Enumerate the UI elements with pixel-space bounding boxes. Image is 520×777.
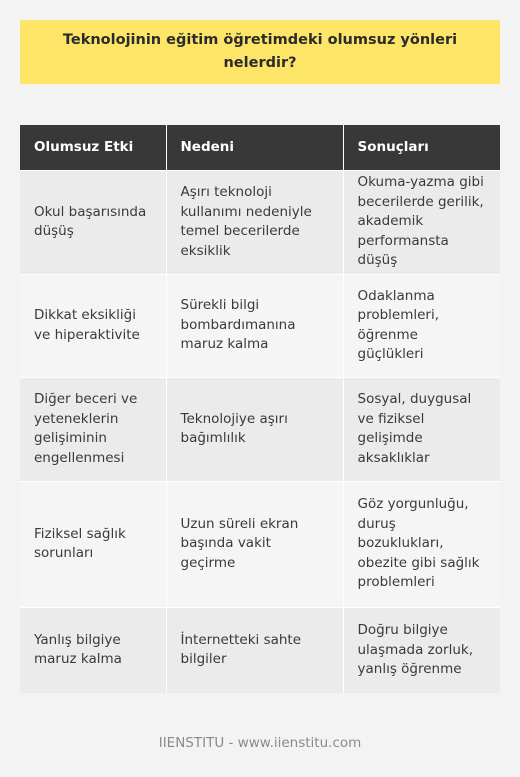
table-cell-cause: İnternetteki sahte bilgiler: [166, 607, 343, 693]
table-cell-effect: Okul başarısında düşüş: [20, 170, 166, 274]
table-row: [20, 481, 500, 607]
table-row: [20, 607, 500, 693]
table-cell-results: Okuma-yazma gibi becerilerde gerilik, akademik performansta düşüş: [343, 170, 500, 274]
table-cell-results: Doğru bilgiye ulaşmada zorluk, yanlış öğrenme: [343, 607, 500, 693]
footer-credit: IIENSTITU - www.iienstitu.com: [158, 735, 362, 751]
table-cell-results: Göz yorgunluğu, duruş bozuklukları, obezite gibi sağlık problemleri: [343, 481, 500, 607]
table-row: [20, 377, 500, 481]
table-row: [20, 170, 500, 274]
table-cell-effect: Dikkat eksikliği ve hiperaktivite: [20, 274, 166, 377]
table-cell-cause: Sürekli bilgi bombardımanına maruz kalma: [166, 274, 343, 377]
table-cell-results: Sosyal, duygusal ve fiziksel gelişimde aksaklıklar: [343, 377, 500, 481]
column-header-results: Sonuçları: [343, 125, 500, 170]
page-title: Teknolojinin eğitim öğretimdeki olumsuz yönleri nelerdir?: [62, 32, 458, 71]
table-cell-effect: Yanlış bilgiye maruz kalma: [20, 607, 166, 693]
column-header-effect: Olumsuz Etki: [20, 125, 166, 170]
comparison-table: [20, 125, 500, 693]
table-cell-cause: Teknolojiye aşırı bağımlılık: [166, 377, 343, 481]
table-cell-results: Odaklanma problemleri, öğrenme güçlükleri: [343, 274, 500, 377]
table-cell-cause: Aşırı teknoloji kullanımı nedeniyle temel becerilerde eksiklik: [166, 170, 343, 274]
title-banner: [20, 20, 500, 84]
table-header-row: [20, 125, 500, 170]
column-header-cause: Nedeni: [166, 125, 343, 170]
table-row: [20, 274, 500, 377]
table-cell-cause: Uzun süreli ekran başında vakit geçirme: [166, 481, 343, 607]
table-cell-effect: Diğer beceri ve yeteneklerin gelişiminin engellenmesi: [20, 377, 166, 481]
table-cell-effect: Fiziksel sağlık sorunları: [20, 481, 166, 607]
